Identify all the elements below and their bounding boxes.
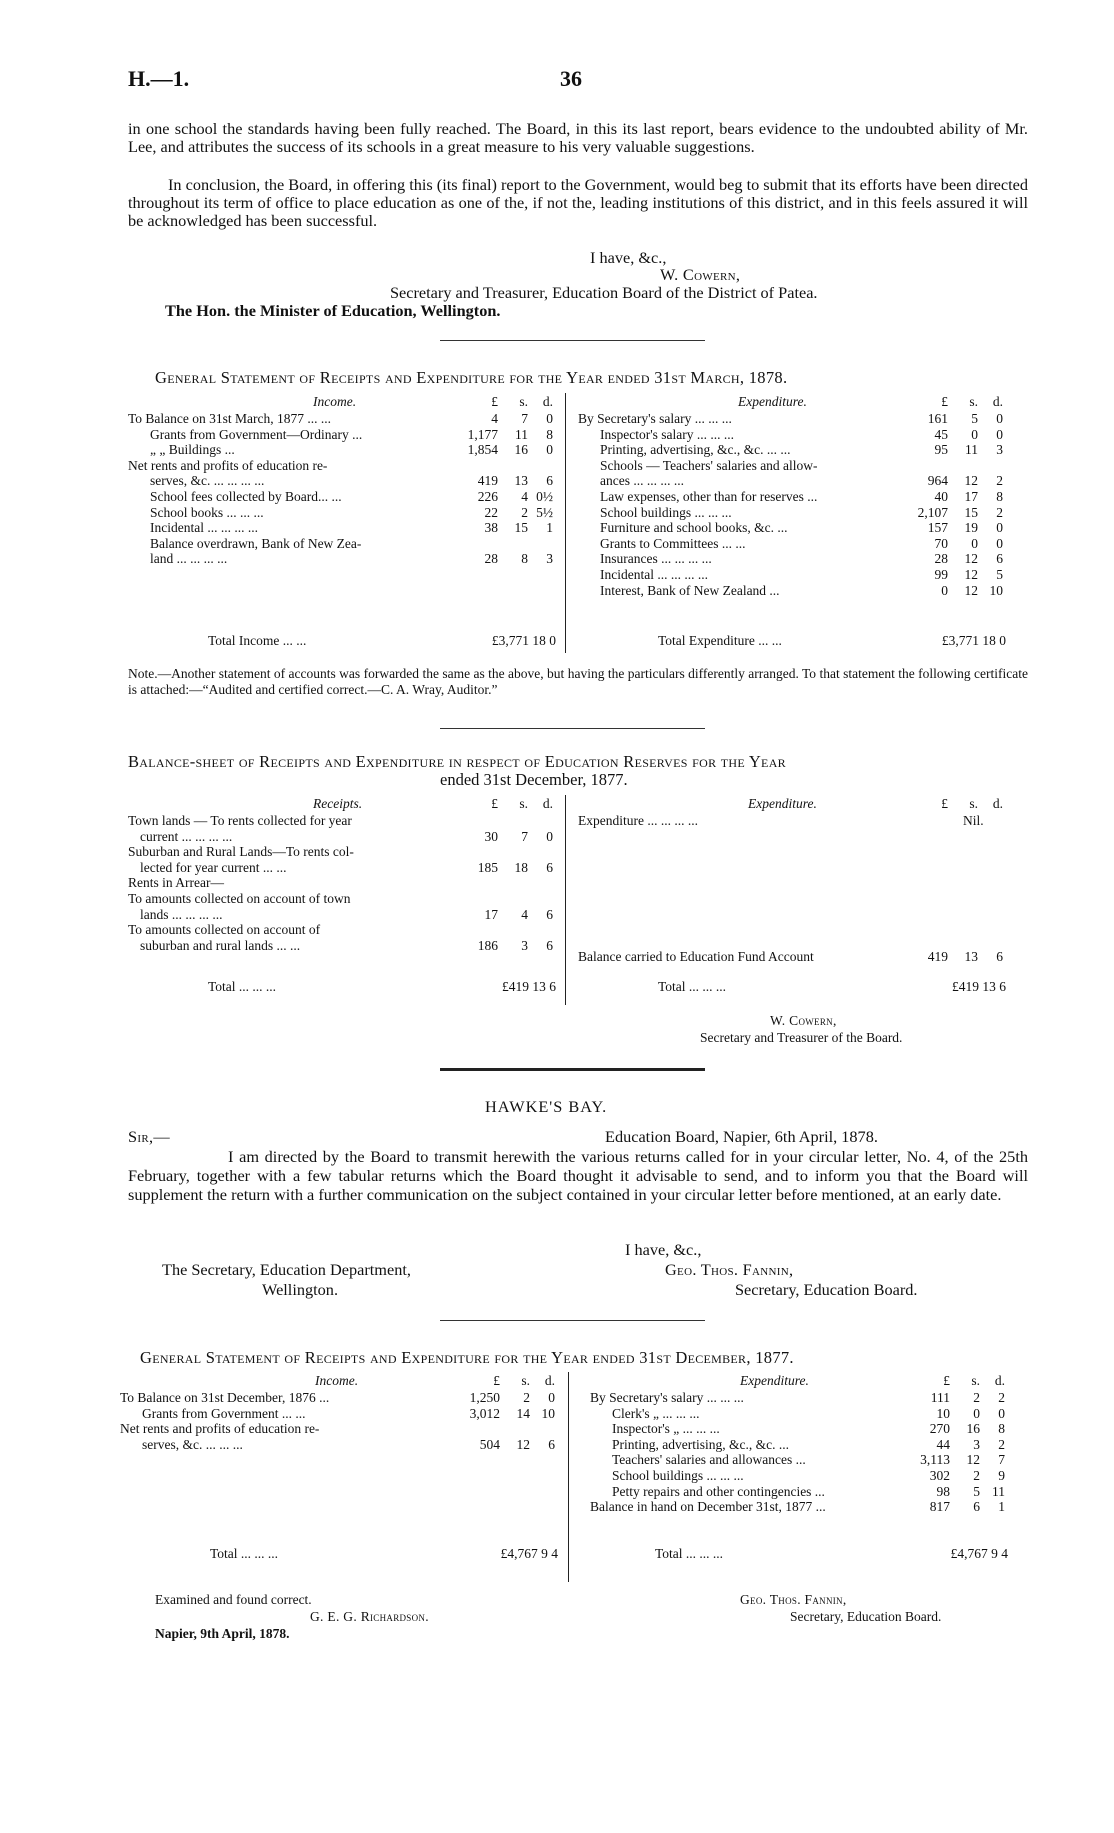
addressee-line-1: The Secretary, Education Department, xyxy=(162,1260,411,1279)
auditor-note: Note.—Another statement of accounts was forwarded the same as the above, but having the particulars differently arranged. To that statement the following certificate is attached:—“Audited and certified correct.—C. A. Wray, Auditor.” xyxy=(128,666,1028,697)
reserves-title-line-2: ended 31st December, 1877. xyxy=(440,770,628,789)
pounds-cell: 817 xyxy=(929,1499,950,1515)
document-reference: H.—1. xyxy=(128,66,190,91)
row-label: Furniture and school books, &c. ... xyxy=(600,520,788,536)
pounds-cell: 70 xyxy=(934,535,948,551)
total-expenditure-value: £4,767 9 4 xyxy=(950,1546,1008,1561)
shillings-cell: 3 xyxy=(973,1436,980,1452)
total-income-label: Total ... ... ... xyxy=(210,1546,279,1561)
row-label: Printing, advertising, &c., &c. ... ... xyxy=(600,442,791,458)
pence-cell: 0 xyxy=(546,828,553,844)
pence-cell: 5 xyxy=(996,567,1003,582)
shillings-cell: 13 xyxy=(514,473,528,489)
addressee-line-2: Wellington. xyxy=(262,1280,339,1299)
shilling-header: s. xyxy=(969,796,978,811)
row-label: By Secretary's salary ... ... ... xyxy=(590,1390,744,1405)
pounds-cell: 45 xyxy=(934,426,948,442)
row-label: Schools — Teachers' salaries and allow- xyxy=(600,457,818,473)
balance-carried-label: Balance carried to Education Fund Account xyxy=(578,949,814,964)
closing-i-have: I have, &c., xyxy=(625,1240,702,1259)
hb-statement-table xyxy=(120,1372,1020,1587)
total-expenditure-value: £3,771 18 0 xyxy=(941,633,1006,648)
addressee: The Hon. the Minister of Education, Wellington. xyxy=(165,301,501,320)
row-label: land ... ... ... ... xyxy=(150,551,228,567)
pounds-cell: 4 xyxy=(491,411,498,426)
section-heading: HAWKE'S BAY. xyxy=(485,1097,608,1116)
pence-cell: 2 xyxy=(996,473,1003,489)
pounds-cell: 17 xyxy=(484,906,498,922)
pence-cell: 0 xyxy=(998,1405,1005,1421)
shillings-cell: 15 xyxy=(514,520,528,536)
shillings-cell: 19 xyxy=(964,520,978,536)
pence-cell: 11 xyxy=(992,1483,1005,1499)
pounds-cell: 111 xyxy=(930,1390,950,1405)
pence-cell: 1 xyxy=(546,520,553,536)
pence-cell: 8 xyxy=(996,489,1003,504)
row-label: Clerk's „ ... ... ... xyxy=(612,1405,700,1421)
examined-place-date: Napier, 9th April, 1878. xyxy=(155,1626,290,1641)
signer-title: Secretary and Treasurer, Education Board of the District of Patea. xyxy=(390,283,818,302)
shilling-header: s. xyxy=(971,1373,980,1388)
pence-cell: 7 xyxy=(998,1452,1005,1468)
shillings-cell: 12 xyxy=(964,567,978,582)
pound-header: £ xyxy=(491,394,498,409)
income-header: Income. xyxy=(313,394,357,409)
shillings-cell: 12 xyxy=(964,473,978,489)
row-label: School buildings ... ... ... xyxy=(612,1468,744,1483)
pounds-cell: 0 xyxy=(941,582,948,598)
pence-cell: 9 xyxy=(998,1468,1005,1483)
shillings-cell: 2 xyxy=(523,1390,530,1405)
expenditure-total-value: £419 13 6 xyxy=(952,979,1006,994)
salutation: Sir,— xyxy=(128,1127,170,1146)
expenditure-total-label: Total ... ... ... xyxy=(658,979,727,994)
shillings-cell: 12 xyxy=(516,1436,530,1452)
pounds-cell: 98 xyxy=(936,1483,950,1499)
letter-place-date: Education Board, Napier, 6th April, 1878. xyxy=(605,1127,878,1146)
section-divider-thick xyxy=(440,1068,705,1071)
signer-name: Geo. Thos. Fannin, xyxy=(665,1260,794,1279)
row-label: Petty repairs and other contingencies ... xyxy=(612,1483,825,1499)
pence-cell: 6 xyxy=(546,859,553,875)
row-label: „ „ Buildings ... xyxy=(150,442,235,458)
row-label: School fees collected by Board... ... xyxy=(150,489,342,504)
total-expenditure-label: Total Expenditure ... ... xyxy=(658,633,782,648)
shillings-cell: 12 xyxy=(966,1452,980,1468)
shillings-cell: 6 xyxy=(973,1499,980,1515)
balance-carried-pounds: 419 xyxy=(927,949,948,964)
pence-header: d. xyxy=(992,394,1003,409)
pounds-cell: 157 xyxy=(927,520,948,536)
row-label: suburban and rural lands ... ... xyxy=(140,937,301,953)
income-header: Income. xyxy=(315,1373,359,1388)
pound-header: £ xyxy=(943,1373,950,1388)
row-label: Net rents and profits of education re- xyxy=(120,1421,320,1437)
row-label: Net rents and profits of education re- xyxy=(128,457,328,473)
pounds-cell: 38 xyxy=(484,520,498,536)
pence-header: d. xyxy=(994,1373,1005,1388)
row-label: serves, &c. ... ... ... xyxy=(142,1436,243,1452)
patea-statement-table xyxy=(128,393,1018,653)
shillings-cell: 3 xyxy=(521,937,528,953)
row-label: Balance in hand on December 31st, 1877 ... xyxy=(590,1499,826,1515)
section-divider xyxy=(440,1320,705,1321)
row-label: ances ... ... ... ... xyxy=(600,473,684,489)
shillings-cell: 18 xyxy=(514,859,528,875)
pounds-cell: 40 xyxy=(934,489,948,504)
total-income-label: Total Income ... ... xyxy=(208,633,307,648)
row-label: To Balance on 31st March, 1877 ... ... xyxy=(128,411,332,426)
pence-cell: 10 xyxy=(989,582,1003,598)
pounds-cell: 44 xyxy=(936,1436,950,1452)
intro-paragraph-1: in one school the standards having been fully reached. The Board, in this its last report, bears evidence to the undoubted ability of Mr. Lee, and attributes the success of its schools in a great measure to his very valuable suggestions. xyxy=(128,119,1028,156)
row-label: Grants from Government ... ... xyxy=(142,1405,306,1421)
shillings-cell: 5 xyxy=(973,1483,980,1499)
shillings-cell: 7 xyxy=(521,828,528,844)
row-label: Balance overdrawn, Bank of New Zea- xyxy=(150,535,362,551)
pence-cell: 0 xyxy=(996,535,1003,551)
pound-header: £ xyxy=(491,796,498,811)
row-label: Printing, advertising, &c., &c. ... xyxy=(612,1436,789,1452)
expenditure-header: Expenditure. xyxy=(738,394,807,409)
pounds-cell: 419 xyxy=(477,473,498,489)
row-label: Interest, Bank of New Zealand ... xyxy=(600,582,780,598)
table-divider xyxy=(565,795,566,1005)
row-label: Suburban and Rural Lands—To rents col- xyxy=(128,844,354,860)
pounds-cell: 1,250 xyxy=(469,1390,500,1405)
pound-header: £ xyxy=(493,1373,500,1388)
shillings-cell: 2 xyxy=(973,1390,980,1405)
pounds-cell: 504 xyxy=(479,1436,500,1452)
pounds-cell: 22 xyxy=(484,504,498,520)
pence-cell: 6 xyxy=(548,1436,555,1452)
shillings-cell: 11 xyxy=(515,426,528,442)
section-divider xyxy=(440,728,705,729)
row-label: To amounts collected on account of town xyxy=(128,891,351,906)
row-label: School buildings ... ... ... xyxy=(600,504,732,520)
pounds-cell: 161 xyxy=(927,411,948,426)
shillings-cell: 11 xyxy=(965,442,978,458)
pounds-cell: 186 xyxy=(477,937,498,953)
shillings-cell: 4 xyxy=(521,489,528,504)
hb-signer-name: Geo. Thos. Fannin, xyxy=(740,1592,847,1607)
shillings-cell: 2 xyxy=(521,504,528,520)
row-label: lands ... ... ... ... xyxy=(140,906,223,922)
balance-carried-pence: 6 xyxy=(996,949,1003,964)
receipts-header: Receipts. xyxy=(313,796,363,811)
pence-cell: 6 xyxy=(546,906,553,922)
pence-header: d. xyxy=(544,1373,555,1388)
shillings-cell: 5 xyxy=(971,411,978,426)
expenditure-row-value: Nil. xyxy=(963,813,984,828)
row-label: Inspector's „ ... ... ... xyxy=(612,1421,720,1437)
pence-header: d. xyxy=(542,394,553,409)
total-income-value: £4,767 9 4 xyxy=(500,1546,558,1561)
table-divider xyxy=(568,1372,569,1582)
shillings-cell: 2 xyxy=(973,1468,980,1483)
row-label: Town lands — To rents collected for year xyxy=(128,813,352,828)
pounds-cell: 30 xyxy=(484,828,498,844)
examined-statement: Examined and found correct. xyxy=(155,1592,312,1607)
pound-header: £ xyxy=(941,796,948,811)
page-number: 36 xyxy=(560,66,582,91)
shillings-cell: 15 xyxy=(964,504,978,520)
reserves-signer-title: Secretary and Treasurer of the Board. xyxy=(700,1030,903,1045)
pounds-cell: 270 xyxy=(929,1421,950,1437)
pence-cell: 1 xyxy=(998,1499,1005,1515)
row-label: By Secretary's salary ... ... ... xyxy=(578,411,732,426)
pence-cell: 3 xyxy=(996,442,1003,458)
pounds-cell: 28 xyxy=(484,551,498,567)
patea-statement-title: General Statement of Receipts and Expenditure for the Year ended 31st March, 1878. xyxy=(155,368,788,387)
pounds-cell: 185 xyxy=(477,859,498,875)
pence-cell: 8 xyxy=(546,426,553,442)
pence-cell: 0 xyxy=(996,411,1003,426)
shillings-cell: 0 xyxy=(971,426,978,442)
pounds-cell: 10 xyxy=(936,1405,950,1421)
shillings-cell: 0 xyxy=(971,535,978,551)
hb-signer-title: Secretary, Education Board. xyxy=(790,1609,942,1624)
row-label: Grants from Government—Ordinary ... xyxy=(150,426,363,442)
shilling-header: s. xyxy=(969,394,978,409)
pence-header: d. xyxy=(542,796,553,811)
row-label: lected for year current ... ... xyxy=(140,859,287,875)
row-label: Rents in Arrear— xyxy=(128,875,224,891)
pounds-cell: 3,113 xyxy=(920,1452,950,1468)
pence-cell: 0 xyxy=(996,426,1003,442)
row-label: Incidental ... ... ... ... xyxy=(150,520,258,536)
expenditure-row-label: Expenditure ... ... ... ... xyxy=(578,813,698,828)
row-label: Grants to Committees ... ... xyxy=(600,535,746,551)
pence-cell: 2 xyxy=(996,504,1003,520)
pence-cell: 3 xyxy=(546,551,553,567)
signer-title: Secretary, Education Board. xyxy=(735,1280,918,1299)
closing-i-have: I have, &c., xyxy=(590,248,667,267)
pence-cell: 0 xyxy=(548,1390,555,1405)
row-label: Law expenses, other than for reserves ... xyxy=(600,489,818,504)
shilling-header: s. xyxy=(521,1373,530,1388)
shillings-cell: 0 xyxy=(973,1405,980,1421)
pence-cell: 0 xyxy=(996,520,1003,536)
shillings-cell: 16 xyxy=(514,442,528,458)
pounds-cell: 964 xyxy=(927,473,948,489)
pounds-cell: 1,177 xyxy=(467,426,498,442)
pounds-cell: 226 xyxy=(477,489,498,504)
intro-paragraph-2: In conclusion, the Board, in offering this (its final) report to the Government, would beg to submit that its efforts have been directed throughout its term of office to place education as one of the, if not the, leading institutions of this district, and in this feels assured it will be acknowledged has been successful. xyxy=(128,175,1028,230)
row-label: To amounts collected on account of xyxy=(128,922,321,938)
pence-header: d. xyxy=(992,796,1003,811)
shillings-cell: 7 xyxy=(521,411,528,426)
pence-cell: 0 xyxy=(546,411,553,426)
pence-cell: 10 xyxy=(541,1405,555,1421)
expenditure-header: Expenditure. xyxy=(740,1373,809,1388)
examiner-name: G. E. G. Richardson. xyxy=(310,1609,429,1624)
pounds-cell: 95 xyxy=(934,442,948,458)
table-divider xyxy=(565,393,566,653)
pounds-cell: 99 xyxy=(934,567,948,582)
signer-name: W. Cowern, xyxy=(660,265,741,284)
pence-cell: 2 xyxy=(998,1390,1005,1405)
expenditure-header: Expenditure. xyxy=(748,796,817,811)
pounds-cell: 302 xyxy=(929,1468,950,1483)
shillings-cell: 8 xyxy=(521,551,528,567)
shillings-cell: 12 xyxy=(964,551,978,567)
row-label: current ... ... ... ... xyxy=(140,828,233,844)
shillings-cell: 4 xyxy=(521,906,528,922)
balance-carried-shillings: 13 xyxy=(964,949,978,964)
shillings-cell: 14 xyxy=(516,1405,530,1421)
total-expenditure-label: Total ... ... ... xyxy=(655,1546,724,1561)
shillings-cell: 17 xyxy=(964,489,978,504)
row-label: To Balance on 31st December, 1876 ... xyxy=(120,1390,330,1405)
shillings-cell: 12 xyxy=(964,582,978,598)
row-label: Incidental ... ... ... ... xyxy=(600,567,708,582)
reserves-signer: W. Cowern, xyxy=(770,1013,837,1028)
row-label: serves, &c. ... ... ... ... xyxy=(150,473,265,489)
row-label: Inspector's salary ... ... ... xyxy=(600,426,735,442)
pence-cell: 8 xyxy=(998,1421,1005,1437)
pence-cell: 6 xyxy=(546,937,553,953)
reserves-title-line-1: Balance-sheet of Receipts and Expenditure in respect of Education Reserves for the Year xyxy=(128,752,786,771)
pound-header: £ xyxy=(941,394,948,409)
pounds-cell: 3,012 xyxy=(469,1405,500,1421)
hb-statement-title: General Statement of Receipts and Expenditure for the Year ended 31st December, 1877. xyxy=(140,1348,794,1367)
row-label: Insurances ... ... ... ... xyxy=(600,551,712,567)
pence-cell: 0 xyxy=(546,442,553,458)
pence-cell: 0½ xyxy=(536,489,553,504)
shillings-cell: 16 xyxy=(966,1421,980,1437)
reserves-table xyxy=(128,795,1018,1010)
section-divider xyxy=(440,340,705,341)
shilling-header: s. xyxy=(519,394,528,409)
pounds-cell: 2,107 xyxy=(917,504,948,520)
receipts-total-label: Total ... ... ... xyxy=(208,979,277,994)
receipts-total-value: £419 13 6 xyxy=(502,979,556,994)
letter-body: I am directed by the Board to transmit herewith the various returns called for in your circular letter, No. 4, of the 25th February, together with a few tabular returns which the Board thought it advisable to send, and to inform you that the Board will supplement the return with a further communication on the subject contained in your circular letter before mentioned, at an early date. xyxy=(128,1147,1028,1204)
total-income-value: £3,771 18 0 xyxy=(491,633,556,648)
pence-cell: 6 xyxy=(546,473,553,489)
pounds-cell: 1,854 xyxy=(467,442,498,458)
shilling-header: s. xyxy=(519,796,528,811)
row-label: Teachers' salaries and allowances ... xyxy=(612,1452,806,1468)
pence-cell: 6 xyxy=(996,551,1003,567)
pence-cell: 2 xyxy=(998,1436,1005,1452)
pounds-cell: 28 xyxy=(934,551,948,567)
row-label: School books ... ... ... xyxy=(150,504,264,520)
pence-cell: 5½ xyxy=(536,504,553,520)
